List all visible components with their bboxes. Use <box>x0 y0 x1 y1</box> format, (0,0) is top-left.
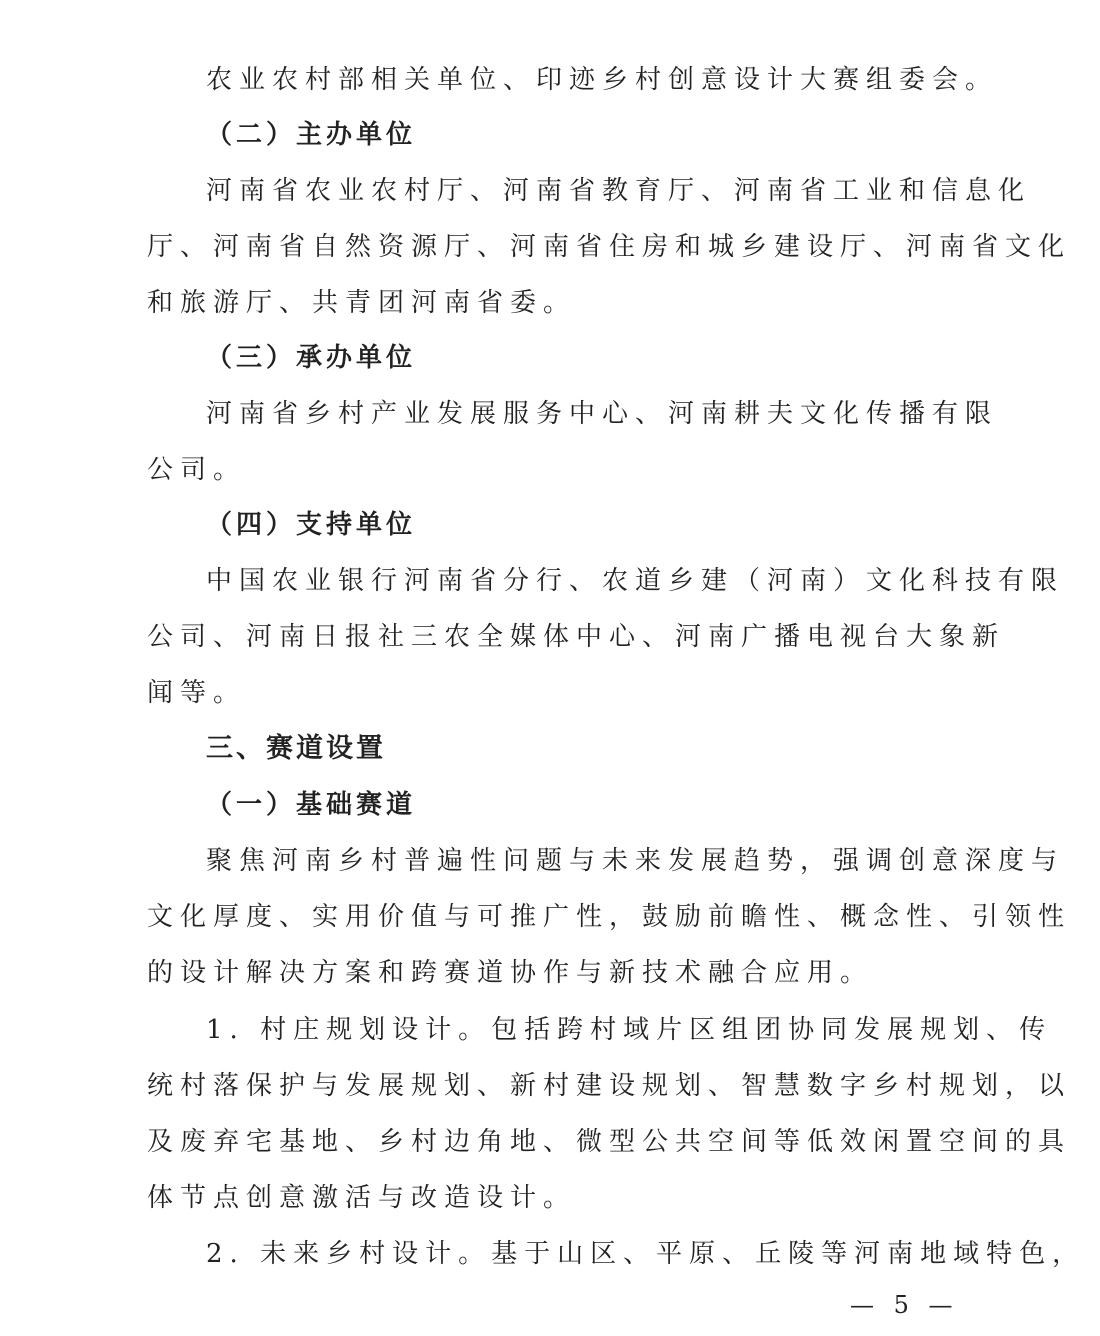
body-text-line: 体节点创意激活与改造设计。 <box>147 1183 577 1213</box>
body-text-line: 河南省农业农村厅、河南省教育厅、河南省工业和信息化 <box>206 176 1032 206</box>
subsection-heading: （三）承办单位 <box>206 343 417 373</box>
body-text-line: 和旅游厅、共青团河南省委。 <box>147 288 577 318</box>
section-heading: 三、赛道设置 <box>206 733 386 764</box>
body-text-line: 中国农业银行河南省分行、农道乡建（河南）文化科技有限 <box>206 566 1065 596</box>
page-number: — 5 — <box>850 1291 959 1319</box>
body-text-line: 厅、河南省自然资源厅、河南省住房和城乡建设厅、河南省文化 <box>147 232 1072 262</box>
body-text-line: 1. 村庄规划设计。包括跨村域片区组团协同发展规划、传 <box>206 1015 1053 1045</box>
subsection-heading: （四）支持单位 <box>206 510 417 540</box>
subsection-heading: （一）基础赛道 <box>206 790 417 820</box>
body-text-line: 公司。 <box>147 455 247 485</box>
body-text-line: 的设计解决方案和跨赛道协作与新技术融合应用。 <box>147 958 874 988</box>
body-text-line: 统村落保护与发展规划、新村建设规划、智慧数字乡村规划，以 <box>147 1071 1072 1101</box>
body-text-line: 2. 未来乡村设计。基于山区、平原、丘陵等河南地域特色， <box>206 1239 1086 1269</box>
body-text-line: 闻等。 <box>147 678 247 708</box>
body-text-line: 及废弃宅基地、乡村边角地、微型公共空间等低效闲置空间的具 <box>147 1127 1072 1157</box>
body-text-line: 聚焦河南乡村普遍性问题与未来发展趋势，强调创意深度与 <box>206 846 1065 876</box>
body-text-line: 河南省乡村产业发展服务中心、河南耕夫文化传播有限 <box>206 399 999 429</box>
body-text-line: 文化厚度、实用价值与可推广性，鼓励前瞻性、概念性、引领性 <box>147 902 1072 932</box>
body-text-line: 农业农村部相关单位、印迹乡村创意设计大赛组委会。 <box>206 65 999 95</box>
subsection-heading: （二）主办单位 <box>206 120 417 150</box>
body-text-line: 公司、河南日报社三农全媒体中心、河南广播电视台大象新 <box>147 622 1006 652</box>
